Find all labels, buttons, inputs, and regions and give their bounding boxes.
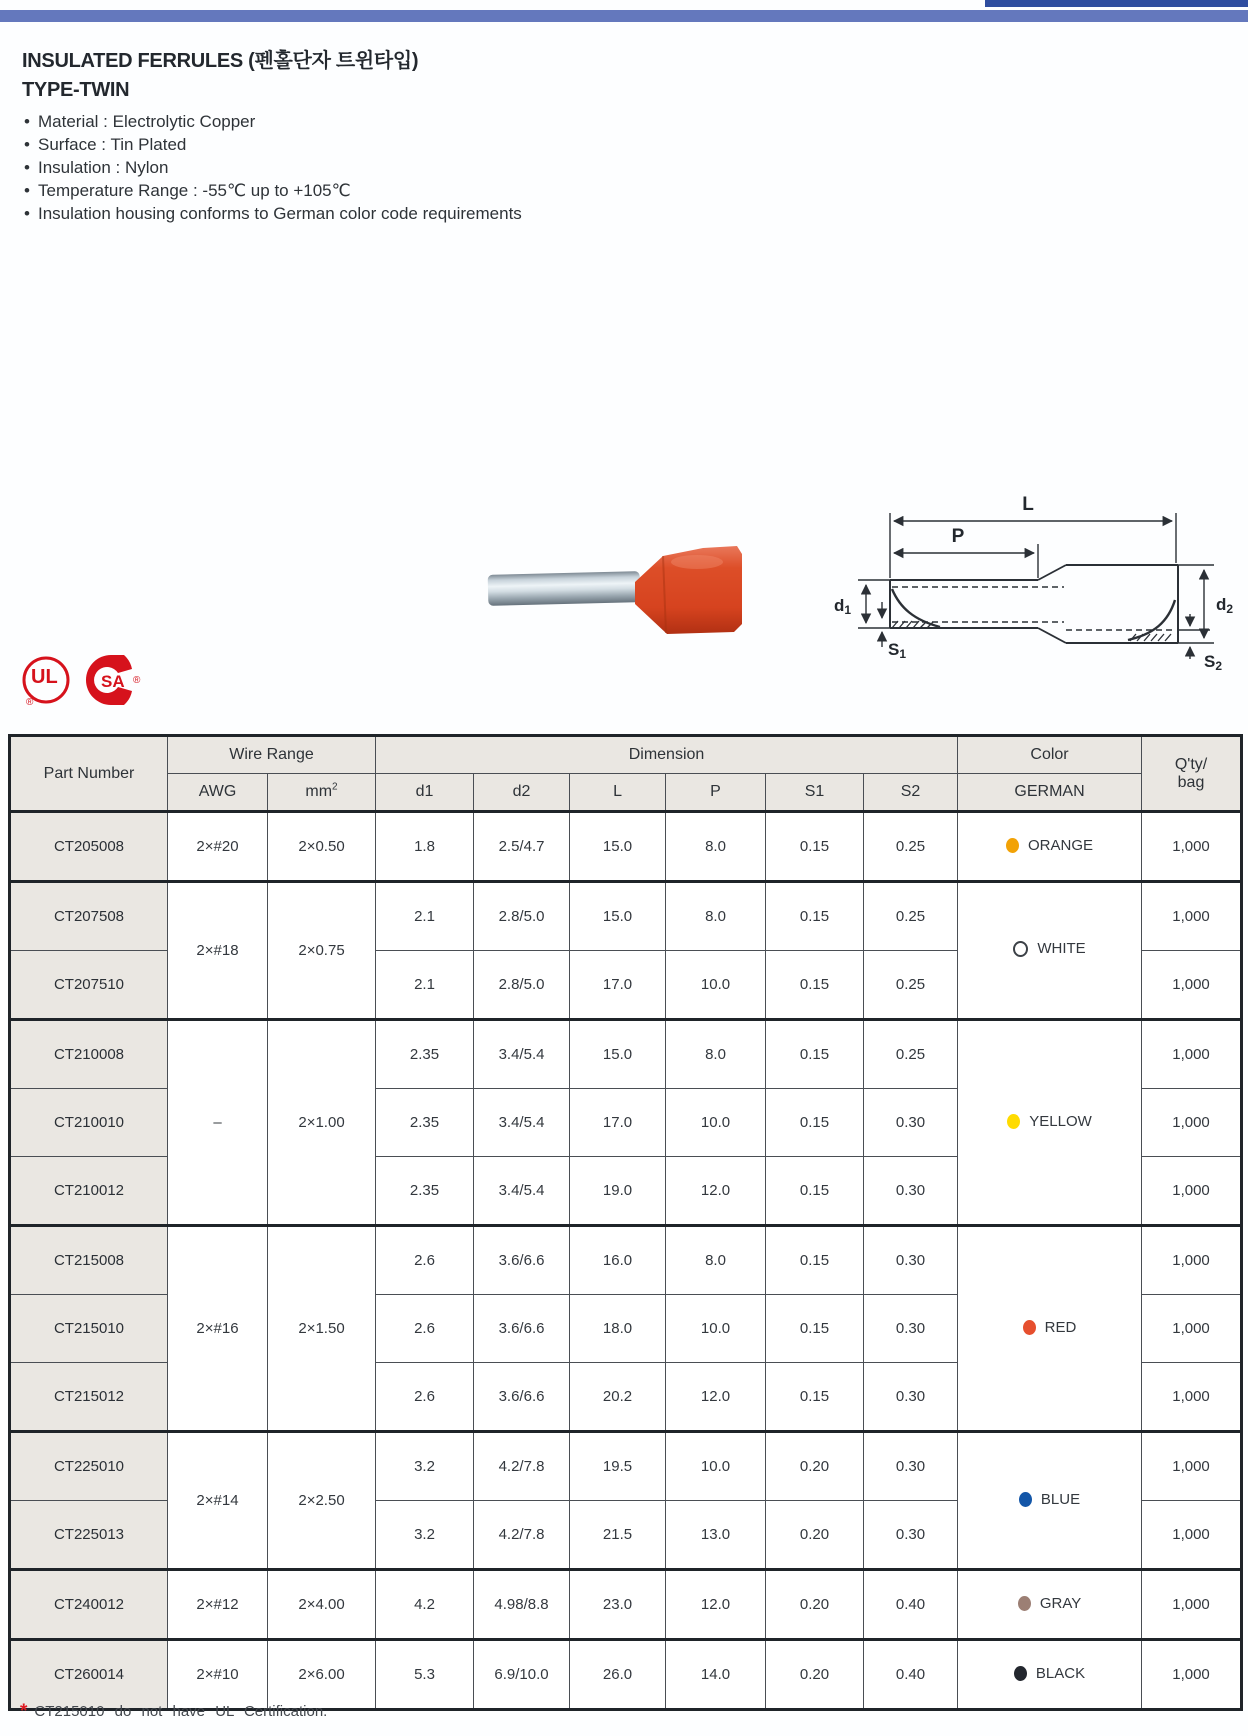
qty-cell: 1,000 bbox=[1142, 1226, 1242, 1295]
P-cell: 10.0 bbox=[666, 1295, 766, 1363]
diagram-label-d2: d2 bbox=[1216, 595, 1234, 616]
d1-cell: 5.3 bbox=[376, 1640, 474, 1710]
top-accent-bar-light bbox=[0, 10, 1248, 22]
color-name: ORANGE bbox=[1028, 836, 1094, 854]
L-cell: 15.0 bbox=[570, 1020, 666, 1089]
qty-cell: 1,000 bbox=[1142, 882, 1242, 951]
part-number-cell: CT210012 bbox=[10, 1157, 168, 1226]
P-cell: 12.0 bbox=[666, 1157, 766, 1226]
csa-registered-mark: ® bbox=[133, 675, 141, 686]
d1-cell: 2.35 bbox=[376, 1157, 474, 1226]
d1-cell: 1.8 bbox=[376, 812, 474, 882]
dimension-diagram bbox=[826, 492, 1246, 672]
bullet-color-code: • Insulation housing conforms to German color code requirements bbox=[22, 202, 522, 225]
ferrule-metal-tube bbox=[488, 571, 641, 606]
S2-cell: 0.25 bbox=[864, 882, 958, 951]
color-swatch-blue bbox=[1019, 1492, 1032, 1507]
col-header-german: GERMAN bbox=[958, 774, 1142, 812]
qty-cell: 1,000 bbox=[1142, 812, 1242, 882]
table-row bbox=[10, 882, 1242, 951]
S1-cell: 0.15 bbox=[766, 1157, 864, 1226]
col-header-L: L bbox=[570, 774, 666, 812]
color-cell bbox=[958, 882, 1142, 1020]
color-cell bbox=[958, 812, 1142, 882]
part-number-cell: CT215012 bbox=[10, 1363, 168, 1432]
L-cell: 17.0 bbox=[570, 1089, 666, 1157]
csa-letters: SA bbox=[101, 672, 125, 691]
d1-cell: 2.35 bbox=[376, 1020, 474, 1089]
d1-cell: 3.2 bbox=[376, 1501, 474, 1570]
d2-cell: 3.6/6.6 bbox=[474, 1226, 570, 1295]
P-cell: 12.0 bbox=[666, 1363, 766, 1432]
diagram-label-L: L bbox=[1022, 494, 1034, 515]
part-number-cell: CT210010 bbox=[10, 1089, 168, 1157]
L-cell: 18.0 bbox=[570, 1295, 666, 1363]
S2-cell: 0.30 bbox=[864, 1157, 958, 1226]
diagram-label-d1: d1 bbox=[834, 596, 852, 617]
spec-bullet-list bbox=[22, 110, 522, 225]
d2-cell: 3.4/5.4 bbox=[474, 1089, 570, 1157]
col-header-qty: Q'ty/ bag bbox=[1142, 736, 1242, 812]
color-name: YELLOW bbox=[1029, 1112, 1092, 1130]
qty-cell: 1,000 bbox=[1142, 1640, 1242, 1710]
d2-cell: 2.8/5.0 bbox=[474, 951, 570, 1020]
bullet-material: • Material : Electrolytic Copper bbox=[22, 110, 522, 133]
qty-cell: 1,000 bbox=[1142, 1089, 1242, 1157]
S2-cell: 0.30 bbox=[864, 1226, 958, 1295]
L-cell: 15.0 bbox=[570, 812, 666, 882]
product-photo bbox=[486, 540, 752, 640]
ferrule-red-housing bbox=[633, 544, 747, 638]
ul-registered-mark: ® bbox=[26, 697, 34, 708]
P-cell: 10.0 bbox=[666, 1432, 766, 1501]
P-cell: 8.0 bbox=[666, 882, 766, 951]
L-cell: 23.0 bbox=[570, 1570, 666, 1640]
d1-cell: 4.2 bbox=[376, 1570, 474, 1640]
color-swatch-orange bbox=[1006, 838, 1019, 853]
awg-cell: 2×#12 bbox=[168, 1570, 268, 1640]
color-cell bbox=[958, 1640, 1142, 1710]
P-cell: 13.0 bbox=[666, 1501, 766, 1570]
qty-cell: 1,000 bbox=[1142, 1501, 1242, 1570]
L-cell: 15.0 bbox=[570, 882, 666, 951]
qty-cell: 1,000 bbox=[1142, 951, 1242, 1020]
part-number-cell: CT240012 bbox=[10, 1570, 168, 1640]
page-subtitle: TYPE-TWIN bbox=[22, 79, 130, 101]
col-header-part-number: Part Number bbox=[10, 736, 168, 812]
part-number-cell: CT205008 bbox=[10, 812, 168, 882]
color-cell bbox=[958, 1432, 1142, 1570]
page-title: INSULATED FERRULES (펜홀단자 트윈타입) bbox=[22, 50, 419, 72]
mm2-cell: 2×6.00 bbox=[268, 1640, 376, 1710]
ul-letters: UL bbox=[31, 666, 58, 688]
part-number-cell: CT215010 bbox=[10, 1295, 168, 1363]
part-number-cell: CT225013 bbox=[10, 1501, 168, 1570]
col-header-wire-range: Wire Range bbox=[168, 736, 376, 774]
S1-cell: 0.15 bbox=[766, 951, 864, 1020]
awg-cell: – bbox=[168, 1020, 268, 1226]
awg-cell: 2×#18 bbox=[168, 882, 268, 1020]
d1-cell: 2.35 bbox=[376, 1089, 474, 1157]
col-header-S1: S1 bbox=[766, 774, 864, 812]
qty-cell: 1,000 bbox=[1142, 1570, 1242, 1640]
S1-cell: 0.20 bbox=[766, 1501, 864, 1570]
d1-cell: 2.1 bbox=[376, 882, 474, 951]
part-number-cell: CT260014 bbox=[10, 1640, 168, 1710]
P-cell: 8.0 bbox=[666, 1226, 766, 1295]
color-swatch-red bbox=[1023, 1320, 1036, 1335]
d2-cell: 2.5/4.7 bbox=[474, 812, 570, 882]
d2-cell: 4.98/8.8 bbox=[474, 1570, 570, 1640]
color-swatch-yellow bbox=[1007, 1114, 1020, 1129]
d1-cell: 2.6 bbox=[376, 1226, 474, 1295]
S2-cell: 0.25 bbox=[864, 1020, 958, 1089]
top-accent-bar-dark bbox=[985, 0, 1248, 7]
col-header-color: Color bbox=[958, 736, 1142, 774]
d2-cell: 4.2/7.8 bbox=[474, 1432, 570, 1501]
footnote bbox=[20, 1701, 327, 1723]
S2-cell: 0.30 bbox=[864, 1432, 958, 1501]
color-name: BLACK bbox=[1035, 1664, 1086, 1682]
P-cell: 8.0 bbox=[666, 1020, 766, 1089]
qty-cell: 1,000 bbox=[1142, 1157, 1242, 1226]
color-swatch-black bbox=[1014, 1666, 1027, 1681]
S1-cell: 0.15 bbox=[766, 1020, 864, 1089]
part-number-cell: CT210008 bbox=[10, 1020, 168, 1089]
part-number-cell: CT215008 bbox=[10, 1226, 168, 1295]
S2-cell: 0.25 bbox=[864, 951, 958, 1020]
col-header-P: P bbox=[666, 774, 766, 812]
color-name: GRAY bbox=[1039, 1594, 1082, 1612]
footnote-asterisk: * bbox=[20, 1701, 28, 1722]
P-cell: 8.0 bbox=[666, 812, 766, 882]
d2-cell: 3.4/5.4 bbox=[474, 1020, 570, 1089]
awg-cell: 2×#10 bbox=[168, 1640, 268, 1710]
S2-cell: 0.30 bbox=[864, 1501, 958, 1570]
qty-cell: 1,000 bbox=[1142, 1432, 1242, 1501]
part-number-cell: CT207508 bbox=[10, 882, 168, 951]
S1-cell: 0.15 bbox=[766, 1295, 864, 1363]
d1-cell: 2.6 bbox=[376, 1295, 474, 1363]
S1-cell: 0.15 bbox=[766, 812, 864, 882]
diagram-label-S1: S1 bbox=[888, 640, 907, 661]
table-row bbox=[10, 1020, 1242, 1089]
S1-cell: 0.15 bbox=[766, 1363, 864, 1432]
S1-cell: 0.15 bbox=[766, 1089, 864, 1157]
table-row bbox=[10, 812, 1242, 882]
awg-cell: 2×#14 bbox=[168, 1432, 268, 1570]
bullet-insulation: • Insulation : Nylon bbox=[22, 156, 522, 179]
S1-cell: 0.15 bbox=[766, 882, 864, 951]
S1-cell: 0.20 bbox=[766, 1640, 864, 1710]
mm2-cell: 2×2.50 bbox=[268, 1432, 376, 1570]
diagram-label-S2: S2 bbox=[1204, 652, 1223, 672]
d2-cell: 3.6/6.6 bbox=[474, 1295, 570, 1363]
awg-cell: 2×#16 bbox=[168, 1226, 268, 1432]
L-cell: 20.2 bbox=[570, 1363, 666, 1432]
col-header-dimension: Dimension bbox=[376, 736, 958, 774]
qty-cell: 1,000 bbox=[1142, 1020, 1242, 1089]
d2-cell: 3.4/5.4 bbox=[474, 1157, 570, 1226]
color-cell bbox=[958, 1570, 1142, 1640]
color-name: RED bbox=[1044, 1318, 1077, 1336]
mm2-cell: 2×1.50 bbox=[268, 1226, 376, 1432]
table-row bbox=[10, 1640, 1242, 1710]
L-cell: 16.0 bbox=[570, 1226, 666, 1295]
col-header-S2: S2 bbox=[864, 774, 958, 812]
title-block bbox=[22, 44, 522, 225]
color-cell bbox=[958, 1226, 1142, 1432]
L-cell: 17.0 bbox=[570, 951, 666, 1020]
col-header-awg: AWG bbox=[168, 774, 268, 812]
color-swatch-gray bbox=[1018, 1596, 1031, 1611]
color-cell bbox=[958, 1020, 1142, 1226]
d2-cell: 4.2/7.8 bbox=[474, 1501, 570, 1570]
table-row bbox=[10, 1226, 1242, 1295]
csa-certification-logo bbox=[84, 653, 144, 709]
table-header bbox=[10, 736, 1242, 812]
color-name: BLUE bbox=[1040, 1490, 1081, 1508]
L-cell: 19.0 bbox=[570, 1157, 666, 1226]
d1-cell: 2.6 bbox=[376, 1363, 474, 1432]
color-name: WHITE bbox=[1037, 940, 1086, 958]
S1-cell: 0.20 bbox=[766, 1570, 864, 1640]
table-row bbox=[10, 1432, 1242, 1501]
d2-cell: 2.8/5.0 bbox=[474, 882, 570, 951]
bullet-temperature: • Temperature Range : -55℃ up to +105℃ bbox=[22, 179, 522, 202]
col-header-d1: d1 bbox=[376, 774, 474, 812]
S2-cell: 0.40 bbox=[864, 1570, 958, 1640]
S2-cell: 0.30 bbox=[864, 1089, 958, 1157]
d2-cell: 3.6/6.6 bbox=[474, 1363, 570, 1432]
awg-cell: 2×#20 bbox=[168, 812, 268, 882]
P-cell: 10.0 bbox=[666, 951, 766, 1020]
ul-certification-logo bbox=[20, 655, 72, 711]
table-row bbox=[10, 1570, 1242, 1640]
L-cell: 19.5 bbox=[570, 1432, 666, 1501]
d1-cell: 3.2 bbox=[376, 1432, 474, 1501]
S2-cell: 0.30 bbox=[864, 1295, 958, 1363]
P-cell: 10.0 bbox=[666, 1089, 766, 1157]
bullet-surface: • Surface : Tin Plated bbox=[22, 133, 522, 156]
footnote-text: CT215010 do not have UL Certification. bbox=[34, 1703, 328, 1720]
col-header-d2: d2 bbox=[474, 774, 570, 812]
part-number-cell: CT207510 bbox=[10, 951, 168, 1020]
part-number-cell: CT225010 bbox=[10, 1432, 168, 1501]
S1-cell: 0.15 bbox=[766, 1226, 864, 1295]
col-header-mm2: $mm^2$ bbox=[268, 774, 376, 812]
diagram-label-P: P bbox=[951, 526, 965, 547]
L-cell: 21.5 bbox=[570, 1501, 666, 1570]
mm2-cell: 2×4.00 bbox=[268, 1570, 376, 1640]
qty-cell: 1,000 bbox=[1142, 1295, 1242, 1363]
qty-cell: 1,000 bbox=[1142, 1363, 1242, 1432]
L-cell: 26.0 bbox=[570, 1640, 666, 1710]
P-cell: 14.0 bbox=[666, 1640, 766, 1710]
color-swatch-white bbox=[1013, 941, 1028, 957]
spec-table bbox=[8, 734, 1243, 1711]
d1-cell: 2.1 bbox=[376, 951, 474, 1020]
d2-cell: 6.9/10.0 bbox=[474, 1640, 570, 1710]
S2-cell: 0.25 bbox=[864, 812, 958, 882]
S2-cell: 0.30 bbox=[864, 1363, 958, 1432]
mm2-cell: 2×0.75 bbox=[268, 882, 376, 1020]
S1-cell: 0.20 bbox=[766, 1432, 864, 1501]
P-cell: 12.0 bbox=[666, 1570, 766, 1640]
mm2-cell: 2×1.00 bbox=[268, 1020, 376, 1226]
mm2-cell: 2×0.50 bbox=[268, 812, 376, 882]
spec-table-container bbox=[8, 734, 1243, 1711]
S2-cell: 0.40 bbox=[864, 1640, 958, 1710]
